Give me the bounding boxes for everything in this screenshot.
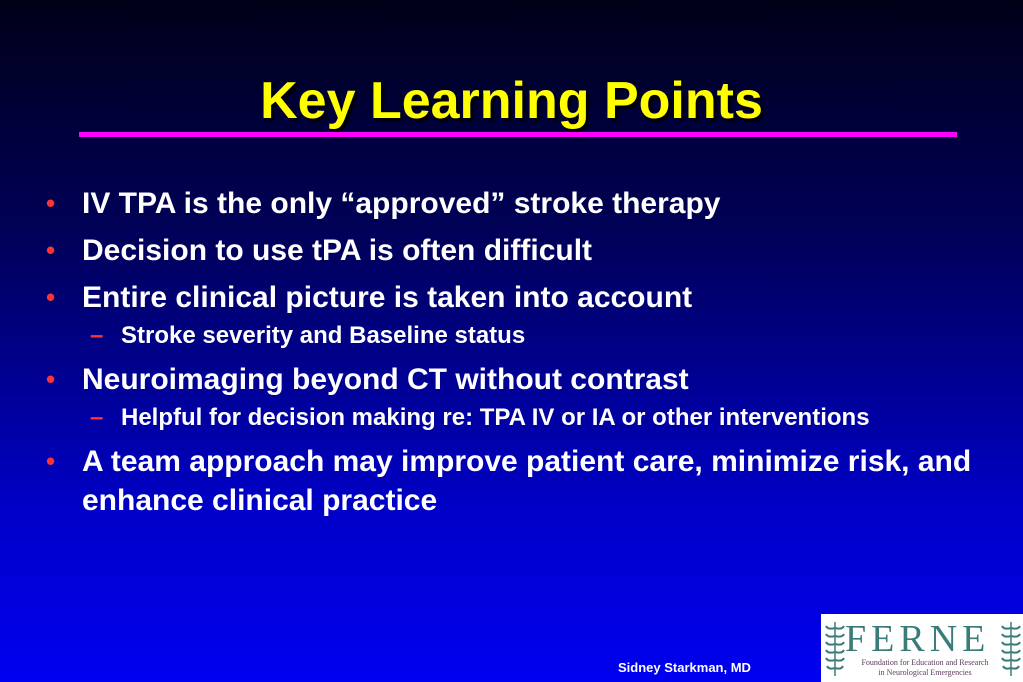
logo-subtitle-line: in Neurological Emergencies	[878, 668, 972, 677]
bullet-item	[46, 231, 996, 270]
bullet-marker: •	[46, 446, 56, 476]
bullet-marker: •	[46, 364, 56, 394]
sub-bullet-marker: –	[90, 404, 104, 431]
bullet-text: IV TPA is the only “approved” stroke therapy	[82, 187, 721, 220]
sub-bullet-item	[46, 319, 996, 352]
bullet-item	[46, 442, 996, 520]
logo-subtitle-line: Foundation for Education and Research	[861, 658, 989, 667]
bullet-item	[46, 360, 996, 399]
sub-bullet-text: Helpful for decision making re: TPA IV or IA or other interventions	[121, 404, 870, 431]
bullet-item	[46, 184, 996, 223]
title-underline	[79, 132, 957, 137]
fern-leaf-icon	[1001, 620, 1021, 678]
author-footer: Sidney Starkman, MD	[618, 660, 751, 675]
bullet-marker: •	[46, 235, 56, 265]
sub-bullet-item	[46, 401, 996, 434]
bullet-text: Entire clinical picture is taken into account	[82, 281, 693, 314]
sub-bullet-marker: –	[90, 322, 104, 349]
bullet-list	[46, 184, 996, 528]
ferne-logo	[821, 614, 1023, 682]
bullet-text: Neuroimaging beyond CT without contrast	[82, 363, 689, 396]
fern-leaf-icon	[825, 620, 845, 678]
logo-wordmark: FERNE	[845, 618, 991, 660]
bullet-text: Decision to use tPA is often difficult	[82, 234, 593, 267]
logo-subtitle	[845, 658, 1005, 678]
bullet-text: A team approach may improve patient care, minimize risk, and enhance clinical practice	[82, 445, 972, 517]
bullet-item	[46, 278, 996, 317]
bullet-marker: •	[46, 282, 56, 312]
bullet-marker: •	[46, 188, 56, 218]
slide-title: Key Learning Points	[260, 72, 763, 130]
sub-bullet-text: Stroke severity and Baseline status	[121, 322, 526, 349]
